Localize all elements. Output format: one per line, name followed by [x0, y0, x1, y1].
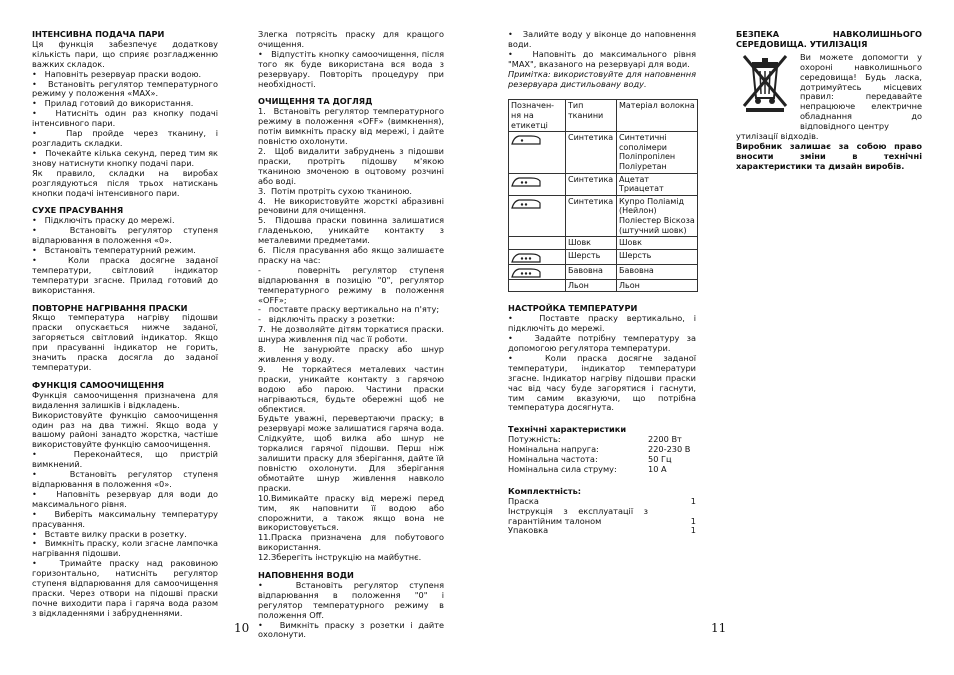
paragraph: Використовуйте функцію самоочищення один раз на два тижні. Якщо вода у вашому районі занадто жорстка, частіше використовуйте функцію самоочищення. — [32, 409, 218, 450]
temperature-dot — [521, 272, 523, 274]
kit-qty: 1 — [690, 515, 696, 526]
kit-item: Інструкція з експлуатації з гарантійним талоном — [508, 505, 648, 526]
paragraph: 2. Щоб видалити забруднень з підошви праски, протріть підошву м'якою тканиною змоченою в оцтовому розчині або воді. — [258, 145, 444, 186]
paragraph: 6. Після прасування або якщо залишаєте праску на час: — [258, 245, 444, 265]
label-symbol-cell — [509, 132, 566, 173]
paragraph: Якщо температура нагріву підошви праски опускається нижче заданої, загоряється світловий індикатор. Якщо при прасуванні індикатор не горить, значить праска досягла до заданої температури. — [32, 312, 218, 372]
paragraph: 4. Не використовуйте жорсткі абразивні речовини для очищення. — [258, 195, 444, 216]
temperature-dot — [529, 257, 531, 259]
water-fill-continued — [508, 30, 696, 89]
paragraph: • Наповніть резервуар для води до максимального рівня. — [32, 488, 218, 509]
kit-list — [508, 497, 696, 537]
paragraph: • Встановіть регулятор ступеня відпарювання в положення «0». — [32, 469, 218, 489]
iron-icon — [511, 253, 541, 263]
manufacturer-note: Виробник залишає за собою право вносити зміни в технічні характеристики та дизайн виробів. — [736, 140, 922, 171]
paragraph: • Вставте вилку праски в розетку. — [32, 528, 187, 539]
note-paragraph: Примітка: використовуйте для наповнення резервуара дистильовану воду. — [508, 68, 696, 89]
paragraph: - поверніть регулятор ступеня відпарювання в позицію "0", регулятор температурного режиму в положення «OFF»; — [258, 264, 444, 305]
fiber-material-cell: Ацетат Триацетат — [616, 173, 697, 195]
fabric-type-cell: Шерсть — [566, 249, 617, 264]
kit-row — [508, 526, 696, 536]
spec-value: 2200 Вт — [648, 434, 682, 445]
paragraph: Як правило, складки на виробах розглядуються після трьох натискань кнопки подачі інтенсивного пари. — [32, 167, 218, 198]
section-heading: НАПОВНЕННЯ ВОДИ — [258, 570, 354, 581]
page-number-left: 10 — [234, 621, 250, 635]
fabric-type-cell: Льон — [566, 279, 617, 292]
temp-settings-heading: НАСТРОЙКА ТЕМПЕРАТУРИ — [508, 303, 638, 314]
spec-label: Номінальна напруга: — [508, 444, 599, 455]
paragraph: • Підключіть праску до мережі. — [32, 215, 175, 226]
label-symbol-cell — [509, 264, 566, 279]
spec-value: 220-230 В — [648, 444, 691, 455]
column-3 — [508, 30, 696, 536]
table-header-row — [509, 100, 698, 132]
paragraph: • Прилад готовий до використання. — [32, 98, 194, 109]
label-symbol-cell — [509, 249, 566, 264]
fabric-type-cell: Синтетика — [566, 195, 617, 236]
fiber-material-cell: Льон — [616, 279, 697, 292]
label-symbol-cell — [509, 237, 566, 250]
paragraph: • Наповніть до максимального рівня "MAX", вказаного на резервуарі для води. — [508, 48, 696, 69]
temperature-dot — [525, 181, 527, 183]
temperature-dot — [521, 257, 523, 259]
specs-heading: Технічні характеристики — [508, 424, 627, 435]
table-row — [509, 173, 698, 195]
section-heading: ІНТЕНСИВНА ПОДАЧА ПАРИ — [32, 29, 165, 39]
temperature-dot — [525, 203, 527, 205]
label-symbol-cell — [509, 195, 566, 236]
paragraph: • Відпустіть кнопку самоочищення, після того як буде використана вся вода з резервуару. Повторіть процедуру при необхідності. — [258, 48, 444, 89]
temperature-dot — [525, 272, 527, 274]
spec-value: 10 А — [648, 463, 667, 474]
temperature-dot — [521, 140, 523, 142]
fiber-material-cell: Шовк — [616, 237, 697, 250]
table-row — [509, 195, 698, 236]
paragraph: 7. Не дозволяйте дітям торкатися праски. шнура живлення під час її роботи. — [258, 324, 444, 345]
temperature-dot — [525, 257, 527, 259]
fabric-type-cell: Синтетика — [566, 173, 617, 195]
paragraph: Будьте уважні, перевертаючи праску; в резервуарі може залишатися гаряча вода. Слідкуйте, щоб вилка або шнур не торкалися гарячої підошви. Перш ніж залишити праску для зберігання, дайте їй повністю охолонути. Для зберігання обмотайте шнур живлення навколо праски. — [258, 413, 444, 493]
section-heading: СУХЕ ПРАСУВАННЯ — [32, 205, 124, 216]
fiber-material-cell: Купро Поліамід (Нейлон) Поліестер Віскоза (штучний шовк) — [616, 195, 697, 236]
kit-item: Упаковка — [508, 525, 549, 536]
kit-item: Праска — [508, 495, 539, 506]
iron-icon — [511, 177, 541, 187]
temp-settings-list — [508, 314, 696, 413]
table-row — [509, 237, 698, 250]
paragraph: • Пар пройде через тканину, і розгладить складки. — [32, 128, 218, 148]
kit-qty: 1 — [690, 495, 696, 506]
section-heading: ФУНКЦІЯ САМООЧИЩЕННЯ — [32, 379, 165, 390]
paragraph: • Встановіть регулятор температурного режиму у положення «MAX». — [32, 78, 218, 99]
paragraph: • Вимкніть праску з розетки і дайте охолонути. — [258, 619, 444, 640]
paragraph: 12.Зберегіть інструкцію на майбутнє. — [258, 552, 422, 563]
label-symbol-cell — [509, 173, 566, 195]
spec-value: 50 Гц — [648, 454, 672, 465]
fabric-temperature-table — [508, 99, 698, 292]
paragraph: • Почекайте кілька секунд, перед тим як знову натиснути кнопку подачі пари. — [32, 147, 218, 168]
fiber-material-cell: Синтетичні сополімери Поліпропілен Поліуретан — [616, 132, 697, 173]
environment-text-end: утилізації відходів. — [736, 131, 819, 142]
paragraph: 3. Потім протріть сухою тканиною. — [258, 185, 412, 196]
paragraph: 10.Вимикайте праску від мережі перед тим, як наповнити її водою або спорожнити, а також якщо вона не використовується. — [258, 492, 444, 533]
environment-text: Ви можете допомогти у охороні навколишнього середовища! Будь ласка, дотримуйтесь місцевих правил: передавайте непрацююче електричне обладнання до відповідного центру — [800, 52, 922, 132]
paragraph: 9. Не торкайтеся металевих частин праски, уникайте контакту з гарячою водою або парою. Частини праски нагріваються, будьте обережні щоб не обпектися. — [258, 363, 444, 414]
section-heading: ПОВТОРНЕ НАГРІВАННЯ ПРАСКИ — [32, 302, 188, 313]
paragraph: Злегка потрясіть праску для кращого очищення. — [258, 29, 444, 49]
table-header-cell: Тип тканини — [566, 100, 617, 132]
paragraph: • Вимкніть праску, коли згасне лампочка нагрівання підошви. — [32, 538, 218, 559]
iron-icon — [511, 268, 541, 278]
table-header-cell: Матеріал волокна — [616, 100, 697, 132]
spec-row — [508, 465, 696, 475]
fiber-material-cell: Бавовна — [616, 264, 697, 279]
table-row — [509, 132, 698, 173]
paragraph: • Виберіть максимальну температуру прасування. — [32, 508, 218, 529]
paragraph: 8. Не занурюйте праску або шнур живлення у воду. — [258, 344, 444, 364]
paragraph: Функція самоочищення призначена для видалення залишків і відкладень. — [32, 389, 218, 410]
paragraph: • Встановіть регулятор ступеня відпарювання в положення "0" і регулятор температурного режиму в положення Off. — [258, 579, 444, 620]
column-2 — [258, 30, 444, 640]
table-row — [509, 279, 698, 292]
spec-label: Номінальна сила струму: — [508, 463, 617, 474]
kit-row — [508, 507, 696, 527]
label-symbol-cell — [509, 279, 566, 292]
temperature-dot — [521, 181, 523, 183]
list-item: • Задайте потрібну температуру за допомогою регулятора температури. — [508, 333, 696, 353]
paragraph: 5. Підошва праски повинна залишатися гладенькою, уникайте контакту з металевими предметами. — [258, 215, 444, 246]
fabric-type-cell: Бавовна — [566, 264, 617, 279]
paragraph: • Встановіть температурний режим. — [32, 245, 196, 256]
crossed-out-bin-icon — [736, 50, 794, 112]
paragraph: 1. Встановіть регулятор температурного режиму в положення «OFF» (вимкнення), потім вимкніть праску від мережі, і дайте повністю охолонути. — [258, 106, 444, 147]
column-4 — [736, 30, 922, 172]
spec-label: Потужність: — [508, 434, 561, 445]
list-item: • Коли праска досягне заданої температури, індикатор температури згасне. Індикатор нагріву підошви праски час від часу буде загорятися і гаснути, тим самим вказуючи, що потрібна температура досягнута. — [508, 352, 696, 413]
fabric-type-cell: Шовк — [566, 237, 617, 250]
fiber-material-cell: Шерсть — [616, 249, 697, 264]
paragraph: • Наповніть резервуар праски водою. — [32, 68, 202, 79]
fabric-type-cell: Синтетика — [566, 132, 617, 173]
paragraph: 11.Праска призначена для побутового використання. — [258, 532, 444, 553]
column-1 — [32, 30, 218, 619]
kit-heading: Комплектність: — [508, 485, 582, 496]
temperature-dot — [521, 203, 523, 205]
section-heading: ОЧИЩЕННЯ ТА ДОГЛЯД — [258, 96, 373, 107]
paragraph: • Натисніть один раз кнопку подачі інтенсивного пари. — [32, 108, 218, 129]
paragraph: Ця функція забезпечує додаткову кількість пари, що сприяє розгладженню важких складок. — [32, 38, 218, 69]
table-row — [509, 264, 698, 279]
paragraph: • Переконайтеся, що пристрій вимкнений. — [32, 449, 218, 470]
temperature-dot — [529, 272, 531, 274]
iron-icon — [511, 199, 541, 209]
paragraph: - відключіть праску з розетки: — [258, 314, 395, 325]
paragraph: • Коли праска досягне заданої температури, світловий індикатор температури згасне. Прилад готовий до використання. — [32, 254, 218, 295]
kit-qty: 1 — [690, 525, 696, 536]
paragraph: • Залийте воду у віконце до наповнення води. — [508, 29, 696, 49]
iron-icon — [511, 135, 541, 145]
paragraph: - поставте праску вертикально на п'яту; — [258, 304, 440, 315]
environment-heading: БЕЗПЕКА НАВКОЛИШНЬОГО СЕРЕДОВИЩА. УТИЛІЗАЦІЯ — [736, 29, 922, 49]
specs-list — [508, 435, 696, 475]
spec-label: Номінальна частота: — [508, 454, 598, 465]
page-number-right: 11 — [711, 621, 727, 635]
paragraph: • Встановіть регулятор ступеня відпарювання в положення «0». — [32, 225, 218, 246]
table-row — [509, 249, 698, 264]
list-item: • Поставте праску вертикально, і підключіть до мережі. — [508, 313, 696, 334]
table-header-cell: Позначен-ня на етикетці — [509, 100, 566, 132]
paragraph: • Тримайте праску над раковиною горизонтально, натисніть регулятор ступеня відпарювання для самоочищення праски. Через отвори на підошві праски почне виходити пара і гаряча вода разом з відкладеннями і забрудненнями. — [32, 558, 218, 618]
